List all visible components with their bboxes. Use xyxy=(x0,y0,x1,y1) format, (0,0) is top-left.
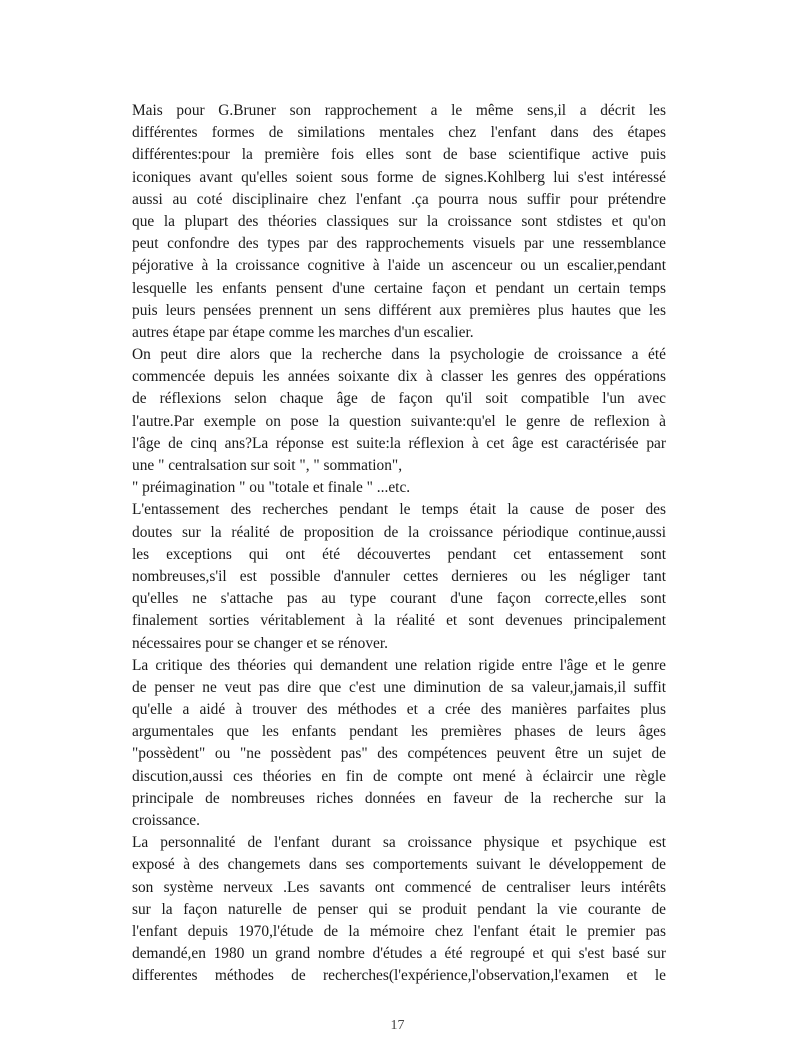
text-line: principale de nombreuses riches données en faveur de la recherche sur la xyxy=(132,789,666,807)
text-line: Mais pour G.Bruner son rapprochement a le même sens,il a décrit les xyxy=(132,102,666,119)
text-line: doutes sur la réalité de proposition de la croissance périodique continue,aussi xyxy=(132,523,666,541)
body-text xyxy=(132,100,666,988)
text-line: l'âge de cinq ans?La réponse est suite:la réflexion à cet âge est caractérisée par xyxy=(132,434,666,452)
text-line: autres étape par étape comme les marches d'un escalier. xyxy=(132,323,474,341)
text-line: peut confondre des types par des rapprochements visuels par une ressemblance xyxy=(132,235,666,253)
text-line: On peut dire alors que la recherche dans la psychologie de croissance a été xyxy=(132,346,666,364)
text-line: iconiques avant qu'elles soient sous forme de signes.Kohlberg lui s'est intéressé xyxy=(132,168,666,186)
text-line: péjorative à la croissance cognitive à l'aide un ascenceur ou un escalier,pendant xyxy=(132,257,666,275)
text-line: argumentales que les enfants pendant les premières phases de leurs âges xyxy=(132,723,666,741)
text-line: "possèdent" ou "ne possèdent pas" des compétences peuvent être un sujet de xyxy=(132,745,666,763)
text-line: sur la façon naturelle de penser qui se produit pendant la vie courante de xyxy=(132,900,666,918)
text-line: une " centralsation sur soit ", " sommation", xyxy=(132,457,403,474)
text-line: La critique des théories qui demandent une relation rigide entre l'âge et le genre xyxy=(132,656,666,674)
text-line: nombreuses,s'il est possible d'annuler cettes dernieres ou les négliger tant xyxy=(132,567,666,585)
text-line: différentes:pour la première fois elles sont de base scientifique active puis xyxy=(132,146,666,164)
text-line: l'autre.Par exemple on pose la question suivante:qu'el le genre de reflexion à xyxy=(132,412,666,430)
text-line: L'entassement des recherches pendant le temps était la cause de poser des xyxy=(132,501,666,519)
text-line: de penser ne veut pas dire que c'est une diminution de sa valeur,jamais,il suffit xyxy=(132,678,666,696)
text-line: demandé,en 1980 un grand nombre d'études a été regroupé et qui s'est basé sur xyxy=(132,945,666,963)
text-line: les exceptions qui ont été découvertes pendant cet entassement sont xyxy=(132,545,666,563)
text-line: de réflexions selon chaque âge de façon qu'il soit compatible l'un avec xyxy=(132,390,666,408)
text-line: lesquelle les enfants pensent d'une certaine façon et pendant un certain temps xyxy=(132,279,666,297)
text-line: nécessaires pour se changer et se rénover. xyxy=(132,634,388,652)
text-line: l'enfant depuis 1970,l'étude de la mémoire chez l'enfant était le premier pas xyxy=(132,922,666,940)
text-line: differentes méthodes de recherches(l'expérience,l'observation,l'examen et le xyxy=(132,967,666,985)
text-line: finalement sorties véritablement à la réalité et sont devenues principalement xyxy=(132,612,666,630)
text-line: discution,aussi ces théories en fin de compte ont mené à éclaircir une règle xyxy=(132,767,666,785)
text-line: La personnalité de l'enfant durant sa croissance physique et psychique est xyxy=(132,834,666,852)
text-line: aussi au coté disciplinaire chez l'enfant .ça pourra nous suffir pour prétendre xyxy=(132,190,666,208)
text-line: que la plupart des théories classiques sur la croissance sont stdistes et qu'on xyxy=(132,212,666,230)
text-line: croissance. xyxy=(132,812,200,829)
text-line: exposé à des changemets dans ses comportements suivant le développement de xyxy=(132,856,666,874)
text-line: son système nerveux .Les savants ont commencé de centraliser leurs intérêts xyxy=(132,878,666,896)
text-line: commencée depuis les années soixante dix à classer les genres des oppérations xyxy=(132,368,666,386)
text-line: qu'elle a aidé à trouver des méthodes et a crée des manières parfaites plus xyxy=(132,701,666,719)
text-line: différentes formes de similations mentales chez l'enfant dans des étapes xyxy=(132,124,666,142)
text-line: puis leurs pensées prennent un sens différent aux premières plus hautes que les xyxy=(132,301,666,319)
text-line: " préimagination " ou "totale et finale " ...etc. xyxy=(132,479,411,497)
page-number: 17 xyxy=(390,1018,405,1033)
text-line: qu'elles ne s'attache pas au type courant d'une façon correcte,elles sont xyxy=(132,590,666,608)
